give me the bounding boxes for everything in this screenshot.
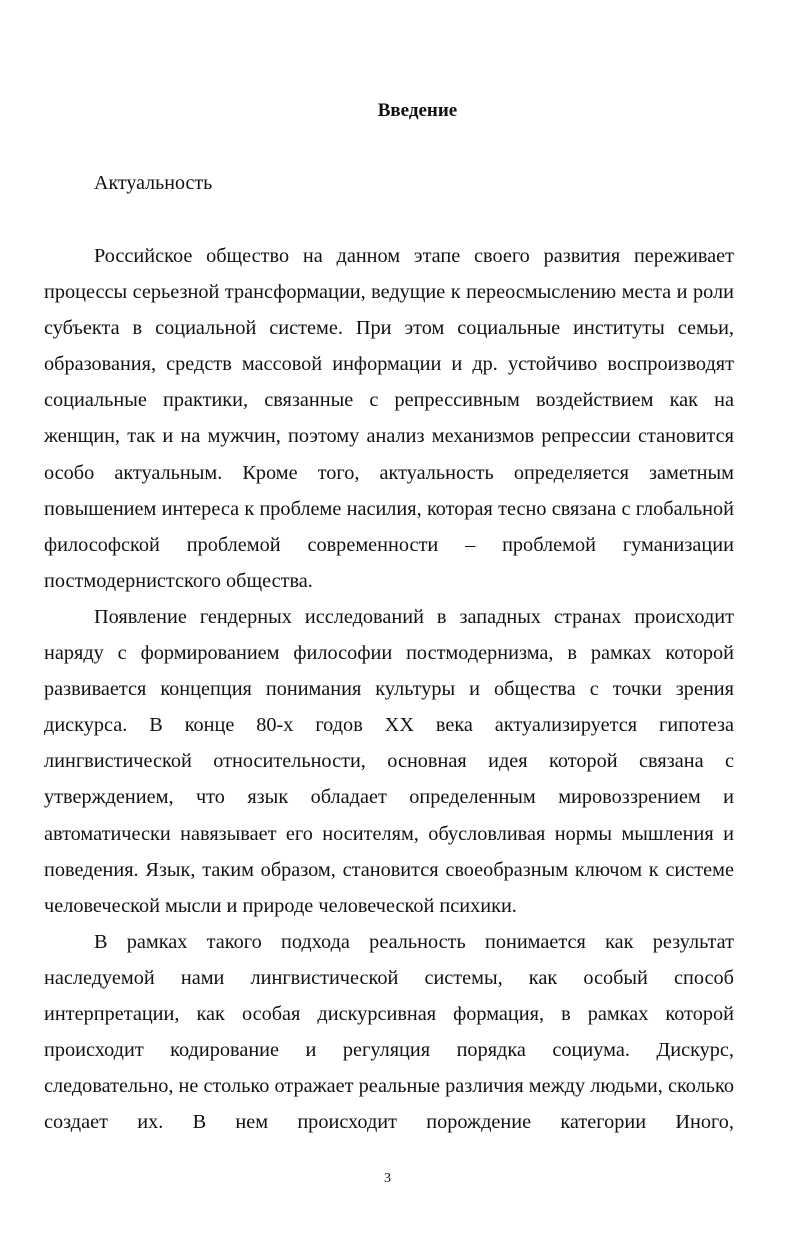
paragraph-3: В рамках такого подхода реальность понимается как результат наследуемой нами лингвистической системы, как особый способ интерпретации, как особая дискурсивная формация, в рамках которой происходит кодирование и регуляция порядка социума. Дискурс, следовательно, не столько отражает реальные различия между людьми, сколько создает их. В нем происходит порождение категории Иного, — [44, 930, 734, 1134]
paragraph-1: Российское общество на данном этапе своего развития переживает процессы серьезной трансформации, ведущие к переосмыслению места и роли субъекта в социальной системе. При этом социальные институты семьи, образования, средств массовой информации и др. устойчиво воспроизводят социальные практики, связанные с репрессивным воздействием как на женщин, так и на мужчин, поэтому анализ механизмов репрессии становится особо актуальным. Кроме того, актуальность определяется заметным повышением интереса к проблеме насилия, которая тесно связана с глобальной философской проблемой современности – проблемой гуманизации постмодернистского общества. — [44, 245, 734, 592]
section-subheading: Актуальность — [94, 172, 213, 194]
paragraph-2: Появление гендерных исследований в западных странах происходит наряду с формированием философии постмодернизма, в рамках которой развивается концепция понимания культуры и общества с точки зрения дискурса. В конце 80-х годов XX века актуализируется гипотеза лингвистической относительности, основная идея которой связана с утверждением, что язык обладает определенным мировоззрением и автоматически навязывает его носителям, обусловливая нормы мышления и поведения. Язык, таким образом, становится своеобразным ключом к системе человеческой мысли и природе человеческой психики. — [44, 605, 734, 917]
body-text — [44, 238, 734, 1140]
page-title: Введение — [377, 100, 458, 121]
page-number: 3 — [384, 1171, 391, 1186]
